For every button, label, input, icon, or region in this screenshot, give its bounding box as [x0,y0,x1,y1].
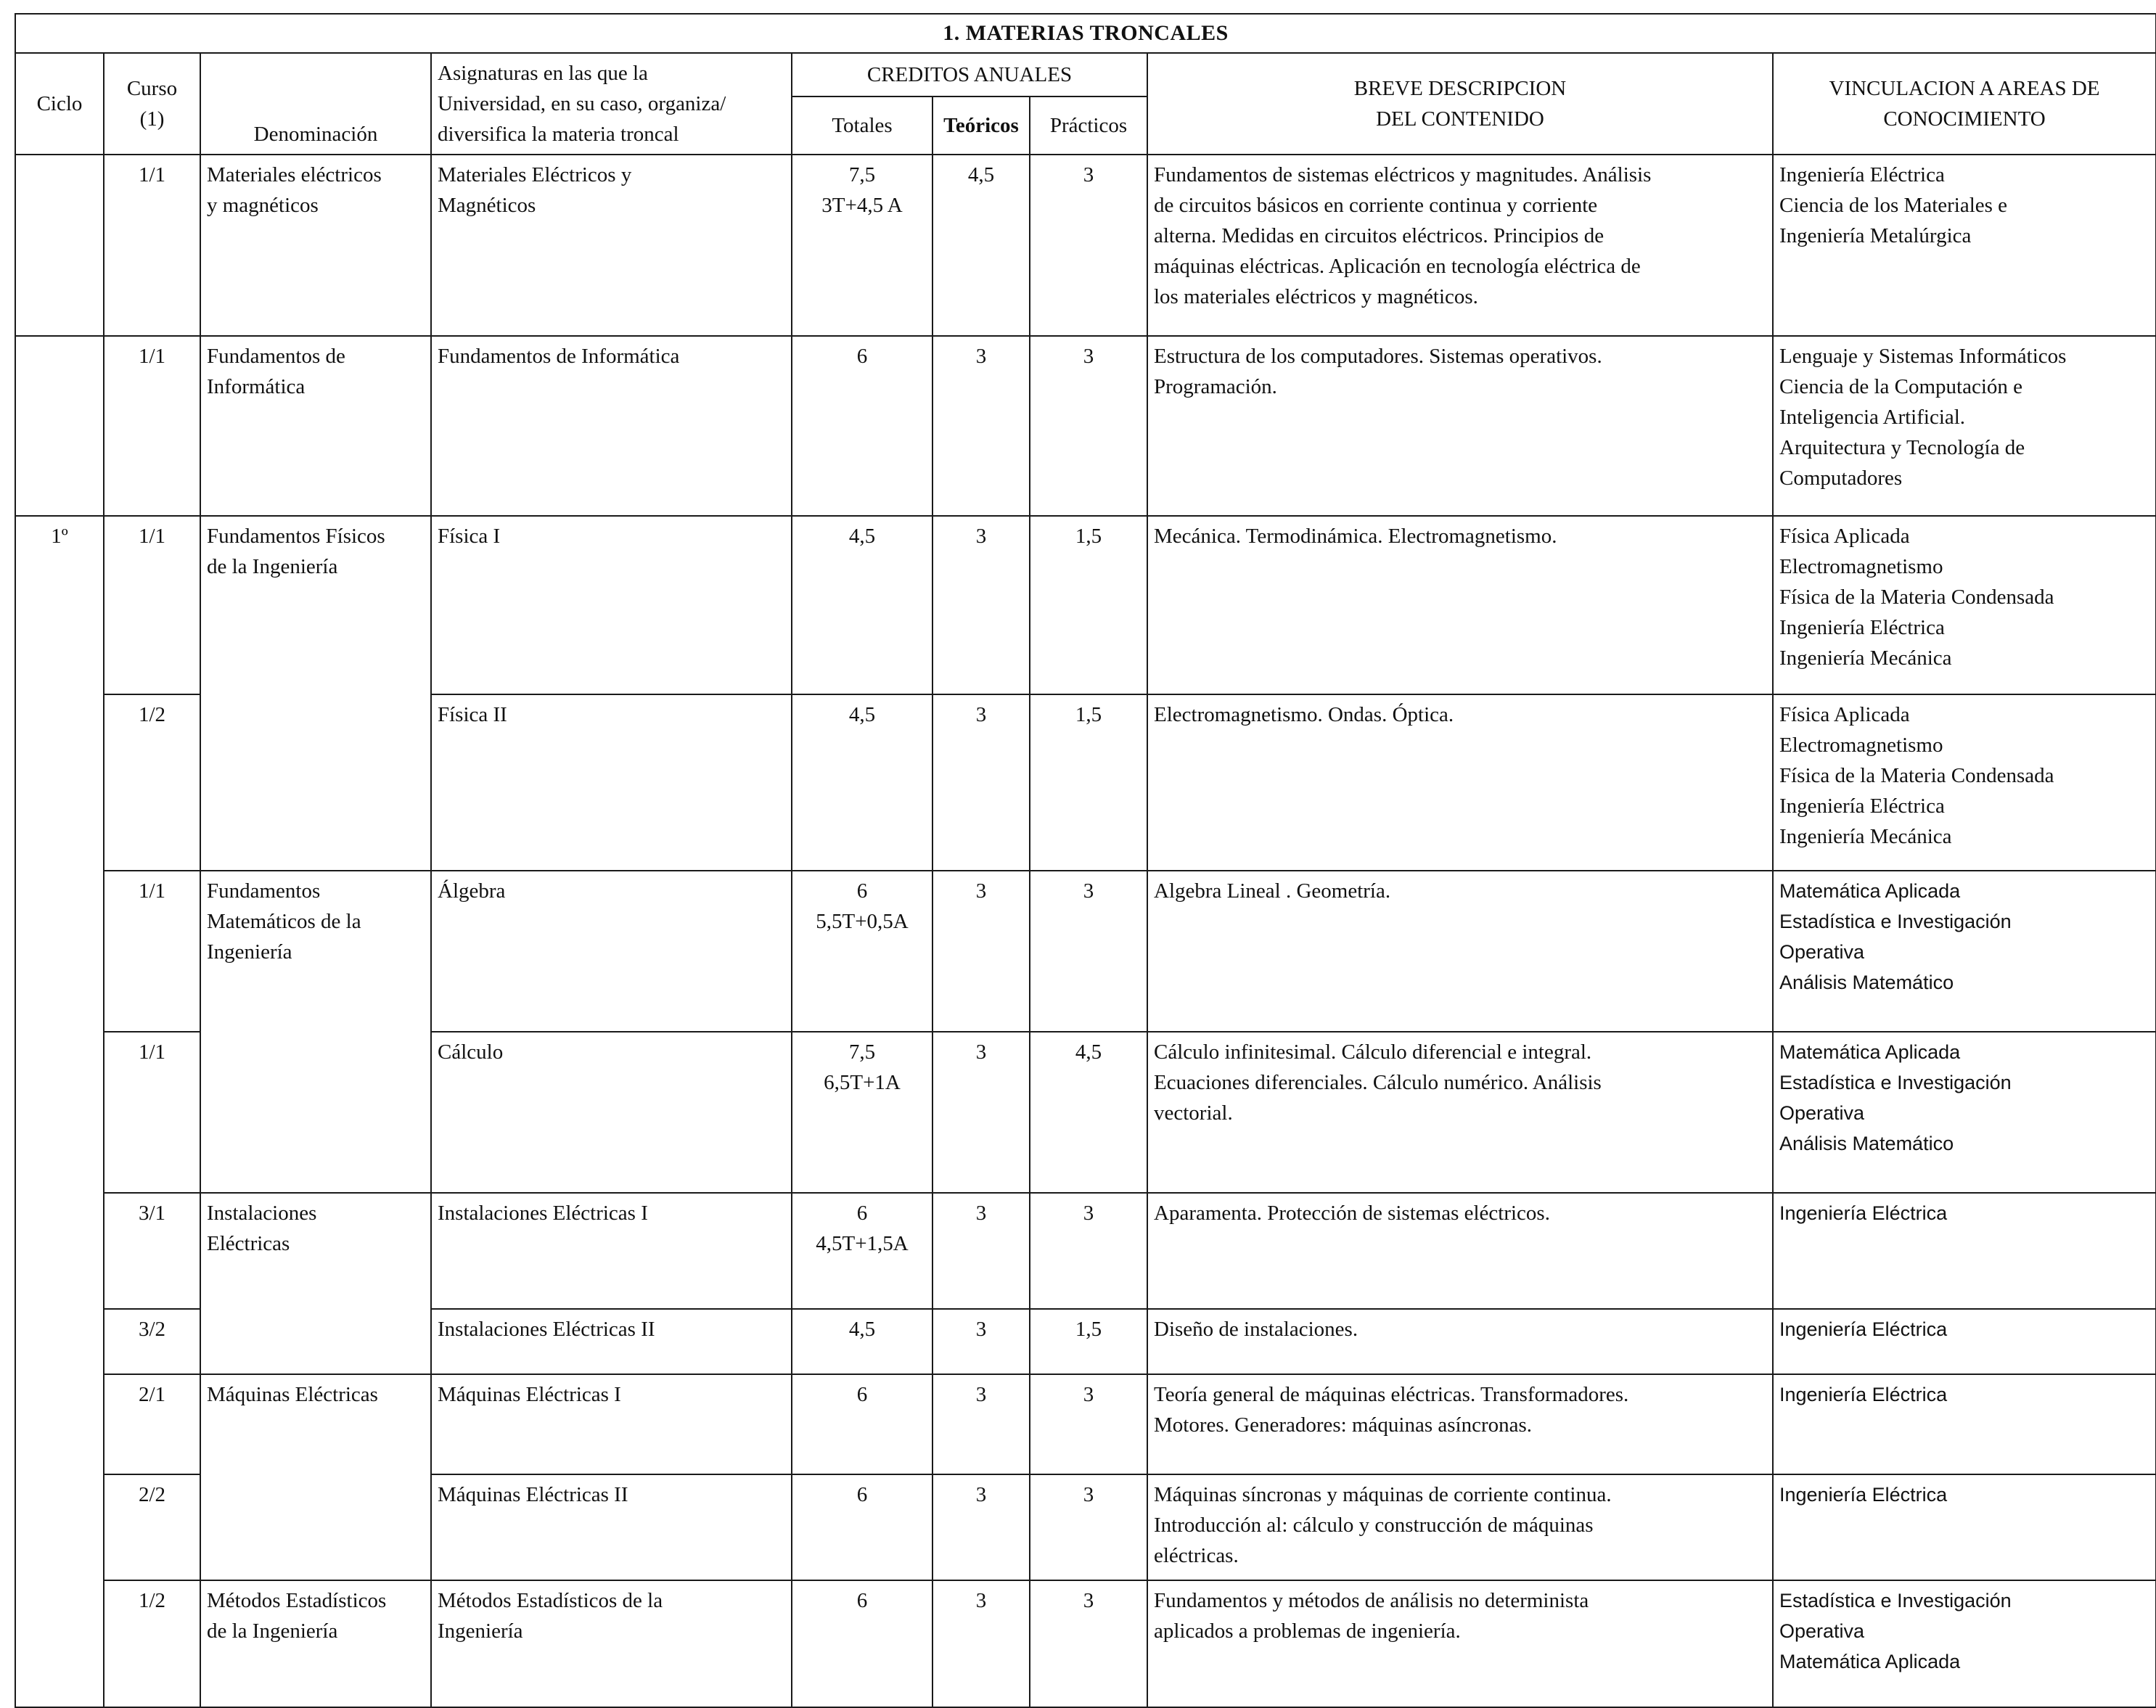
area-line: Ingeniería Mecánica [1779,646,1952,670]
asignatura-cell [431,1580,792,1707]
curso-cell: 3/2 [104,1309,200,1374]
descripcion-line: vectorial. [1154,1101,1233,1125]
areas-cell [1773,871,2156,1032]
area-line: Ingeniería Eléctrica [1779,1384,1948,1405]
denominacion-cell [200,1580,431,1707]
descripcion-line: Máquinas síncronas y máquinas de corriente continua. [1154,1483,1612,1506]
area-line: Computadores [1779,467,1903,490]
totales-cell [792,1032,933,1193]
denominacion-line: Fundamentos [207,879,321,903]
totales-line: 6 [856,1383,868,1406]
asignatura-line: Máquinas Eléctricas II [438,1483,628,1506]
descripcion-cell [1147,1580,1773,1707]
table-row [15,1580,2156,1707]
area-line: Ingeniería Eléctrica [1779,1202,1948,1224]
header-descripcion [1147,53,1773,155]
area-line: Ingeniería Metalúrgica [1779,224,1972,247]
asignatura-line: Cálculo [438,1040,504,1064]
descripcion-cell [1147,516,1773,694]
area-line: Matemática Aplicada [1779,880,1961,902]
denominacion-line: Máquinas Eléctricas [207,1383,378,1406]
asignatura-line: Máquinas Eléctricas I [438,1383,621,1406]
asignatura-line: Instalaciones Eléctricas II [438,1318,655,1341]
totales-line: 4,5T+1,5A [816,1232,909,1255]
area-line: Estadística e Investigación [1779,1072,2012,1093]
header-vinculacion-line-2: CONOCIMIENTO [1883,107,2046,131]
asignatura-cell [431,694,792,871]
asignatura-line: Magnéticos [438,194,536,217]
totales-line: 6,5T+1A [824,1071,901,1094]
header-curso-line-1: Curso [126,77,178,100]
totales-line: 7,5 [848,163,876,186]
descripcion-cell [1147,1374,1773,1474]
area-line: Ingeniería Eléctrica [1779,795,1945,818]
asignatura-line: Fundamentos de Informática [438,345,680,368]
table-body [15,155,2156,1707]
header-asignaturas-line-1: Asignaturas en las que la [438,62,648,85]
denominacion-cell [200,155,431,336]
descripcion-line: Cálculo infinitesimal. Cálculo diferencial e integral. [1154,1040,1592,1064]
curso-cell: 1/2 [104,694,200,871]
totales-cell [792,1193,933,1309]
denominacion-cell [200,1374,431,1580]
area-line: Física de la Materia Condensada [1779,586,2054,609]
curso-cell: 1/1 [104,336,200,516]
header-curso [104,53,200,155]
asignatura-cell [431,1193,792,1309]
practicos-cell: 3 [1030,1374,1147,1474]
descripcion-cell [1147,1309,1773,1374]
denominacion-line: Instalaciones [207,1202,317,1225]
totales-cell [792,1580,933,1707]
area-line: Ingeniería Eléctrica [1779,1318,1948,1340]
descripcion-line: Teoría general de máquinas eléctricas. Transformadores. [1154,1383,1629,1406]
area-line: Arquitectura y Tecnología de [1779,436,2025,459]
descripcion-cell [1147,336,1773,516]
totales-cell [792,1374,933,1474]
area-line: Física de la Materia Condensada [1779,764,2054,787]
areas-cell [1773,1374,2156,1474]
descripcion-line: Fundamentos de sistemas eléctricos y magnitudes. Análisis [1154,163,1652,186]
materias-table [15,13,2156,1708]
table-row [15,1193,2156,1309]
teoricos-cell: 3 [933,1193,1030,1309]
descripcion-line: Algebra Lineal . Geometría. [1154,879,1391,903]
area-line: Estadística e Investigación [1779,1590,2012,1611]
area-line: Inteligencia Artificial. [1779,406,1966,429]
asignatura-cell [431,1032,792,1193]
totales-line: 4,5 [848,1318,876,1341]
area-line: Lenguaje y Sistemas Informáticos [1779,345,2067,368]
totales-cell [792,694,933,871]
header-vinculacion-line-1: VINCULACION A AREAS DE [1829,77,2100,100]
descripcion-line: aplicados a problemas de ingeniería. [1154,1619,1461,1643]
curso-cell: 2/1 [104,1374,200,1474]
area-line: Análisis Matemático [1779,972,1954,993]
totales-line: 4,5 [848,525,876,548]
descripcion-cell [1147,1193,1773,1309]
practicos-cell: 1,5 [1030,516,1147,694]
totales-line: 6 [856,1202,868,1225]
practicos-cell: 3 [1030,1193,1147,1309]
descripcion-line: alterna. Medidas en circuitos eléctricos. Principios de [1154,224,1604,247]
descripcion-line: de circuitos básicos en corriente continua y corriente [1154,194,1598,217]
asignatura-cell [431,1309,792,1374]
denominacion-cell [200,1193,431,1374]
totales-line: 5,5T+0,5A [816,910,909,933]
asignatura-line: Métodos Estadísticos de la [438,1589,663,1612]
area-line: Ciencia de los Materiales e [1779,194,2008,217]
area-line: Ingeniería Eléctrica [1779,616,1945,639]
areas-cell [1773,155,2156,336]
area-line: Física Aplicada [1779,525,1910,548]
table-row [15,155,2156,336]
teoricos-cell: 4,5 [933,155,1030,336]
table-row [15,1374,2156,1474]
areas-cell [1773,1032,2156,1193]
totales-line: 4,5 [848,703,876,726]
totales-line: 6 [856,1483,868,1506]
practicos-cell: 3 [1030,871,1147,1032]
curso-cell: 1/1 [104,1032,200,1193]
curso-cell: 1/1 [104,871,200,1032]
teoricos-cell: 3 [933,1474,1030,1580]
totales-line: 7,5 [848,1040,876,1064]
areas-cell [1773,1193,2156,1309]
denominacion-line: de la Ingeniería [207,555,338,578]
header-denominacion: Denominación [200,53,431,155]
denominacion-cell [200,336,431,516]
areas-cell [1773,336,2156,516]
header-descripcion-line-1: BREVE DESCRIPCION [1353,77,1567,100]
header-teoricos: Teóricos [933,97,1030,155]
totales-line: 6 [856,1589,868,1612]
asignatura-line: Ingeniería [438,1619,523,1643]
practicos-cell: 3 [1030,336,1147,516]
descripcion-cell [1147,155,1773,336]
asignatura-cell [431,516,792,694]
areas-cell [1773,1309,2156,1374]
area-line: Operativa [1779,1102,1865,1124]
totales-cell [792,516,933,694]
asignatura-cell [431,155,792,336]
teoricos-cell: 3 [933,1374,1030,1474]
header-asignaturas-line-3: diversifica la materia troncal [438,123,679,146]
area-line: Estadística e Investigación [1779,911,2012,932]
area-line: Ciencia de la Computación e [1779,375,2023,398]
areas-cell [1773,1474,2156,1580]
header-descripcion-line-2: DEL CONTENIDO [1376,107,1544,131]
area-line: Análisis Matemático [1779,1133,1954,1154]
curso-cell: 3/1 [104,1193,200,1309]
descripcion-line: Estructura de los computadores. Sistemas operativos. [1154,345,1602,368]
asignatura-cell [431,871,792,1032]
descripcion-line: Electromagnetismo. Ondas. Óptica. [1154,703,1454,726]
totales-cell [792,871,933,1032]
descripcion-cell [1147,1032,1773,1193]
curso-cell: 1/1 [104,155,200,336]
curso-cell: 2/2 [104,1474,200,1580]
denominacion-line: Ingeniería [207,940,292,964]
table-row [15,516,2156,694]
teoricos-cell: 3 [933,1032,1030,1193]
teoricos-cell: 3 [933,871,1030,1032]
ciclo-cell-empty [15,336,104,516]
descripcion-line: eléctricas. [1154,1544,1239,1567]
asignatura-line: Instalaciones Eléctricas I [438,1202,648,1225]
descripcion-line: Ecuaciones diferenciales. Cálculo numérico. Análisis [1154,1071,1602,1094]
descripcion-line: los materiales eléctricos y magnéticos. [1154,285,1478,308]
descripcion-line: Introducción al: cálculo y construcción de máquinas [1154,1514,1594,1537]
asignatura-cell [431,1474,792,1580]
totales-line: 3T+4,5 A [821,194,903,217]
header-curso-line-2: (1) [139,107,165,131]
denominacion-line: Fundamentos Físicos [207,525,385,548]
teoricos-cell: 3 [933,694,1030,871]
header-vinculacion [1773,53,2156,155]
descripcion-line: Programación. [1154,375,1277,398]
denominacion-line: Matemáticos de la [207,910,361,933]
curso-cell: 1/1 [104,516,200,694]
asignatura-line: Física II [438,703,507,726]
header-ciclo: Ciclo [15,53,104,155]
areas-cell [1773,694,2156,871]
descripcion-line: Mecánica. Termodinámica. Electromagnetismo. [1154,525,1557,548]
ciclo-cell-empty [15,155,104,336]
area-line: Matemática Aplicada [1779,1651,1961,1672]
area-line: Electromagnetismo [1779,734,1943,757]
descripcion-cell [1147,871,1773,1032]
practicos-cell: 3 [1030,1474,1147,1580]
header-creditos-anuales: CREDITOS ANUALES [792,53,1147,97]
teoricos-cell: 3 [933,336,1030,516]
header-totales: Totales [792,97,933,155]
practicos-cell: 4,5 [1030,1032,1147,1193]
denominacion-line: Eléctricas [207,1232,290,1255]
totales-cell [792,1309,933,1374]
practicos-cell: 1,5 [1030,1309,1147,1374]
denominacion-cell [200,516,431,871]
areas-cell [1773,516,2156,694]
table-title: 1. MATERIAS TRONCALES [15,14,2156,53]
denominacion-line: Métodos Estadísticos [207,1589,387,1612]
asignatura-line: Física I [438,525,501,548]
totales-line: 6 [856,879,868,903]
descripcion-line: máquinas eléctricas. Aplicación en tecnología eléctrica de [1154,255,1641,278]
area-line: Electromagnetismo [1779,555,1943,578]
teoricos-cell: 3 [933,1309,1030,1374]
header-asignaturas [431,53,792,155]
practicos-cell: 1,5 [1030,694,1147,871]
totales-cell [792,155,933,336]
descripcion-cell [1147,1474,1773,1580]
descripcion-line: Fundamentos y métodos de análisis no determinista [1154,1589,1589,1612]
totales-cell [792,336,933,516]
descripcion-line: Aparamenta. Protección de sistemas eléctricos. [1154,1202,1550,1225]
curso-cell: 1/2 [104,1580,200,1707]
table-row [15,336,2156,516]
areas-cell [1773,1580,2156,1707]
totales-cell [792,1474,933,1580]
teoricos-cell: 3 [933,1580,1030,1707]
area-line: Física Aplicada [1779,703,1910,726]
practicos-cell: 3 [1030,1580,1147,1707]
asignatura-cell [431,1374,792,1474]
asignatura-cell [431,336,792,516]
descripcion-line: Motores. Generadores: máquinas asíncronas. [1154,1413,1533,1437]
table-row [15,871,2156,1032]
asignatura-line: Álgebra [438,879,506,903]
descripcion-cell [1147,694,1773,871]
ciclo-cell: 1º [15,516,104,1707]
area-line: Ingeniería Mecánica [1779,825,1952,848]
totales-line: 6 [856,345,868,368]
denominacion-line: de la Ingeniería [207,1619,338,1643]
area-line: Matemática Aplicada [1779,1041,1961,1063]
denominacion-cell [200,871,431,1193]
area-line: Operativa [1779,941,1865,963]
area-line: Ingeniería Eléctrica [1779,1484,1948,1506]
practicos-cell: 3 [1030,155,1147,336]
descripcion-line: Diseño de instalaciones. [1154,1318,1358,1341]
header-asignaturas-line-2: Universidad, en su caso, organiza/ [438,92,726,115]
denominacion-line: Fundamentos de [207,345,345,368]
denominacion-line: Materiales eléctricos [207,163,382,186]
teoricos-cell: 3 [933,516,1030,694]
asignatura-line: Materiales Eléctricos y [438,163,632,186]
area-line: Operativa [1779,1620,1865,1642]
area-line: Ingeniería Eléctrica [1779,163,1945,186]
materias-troncales-document [15,13,2155,1682]
denominacion-line: Informática [207,375,306,398]
header-practicos: Prácticos [1030,97,1147,155]
denominacion-line: y magnéticos [207,194,319,217]
